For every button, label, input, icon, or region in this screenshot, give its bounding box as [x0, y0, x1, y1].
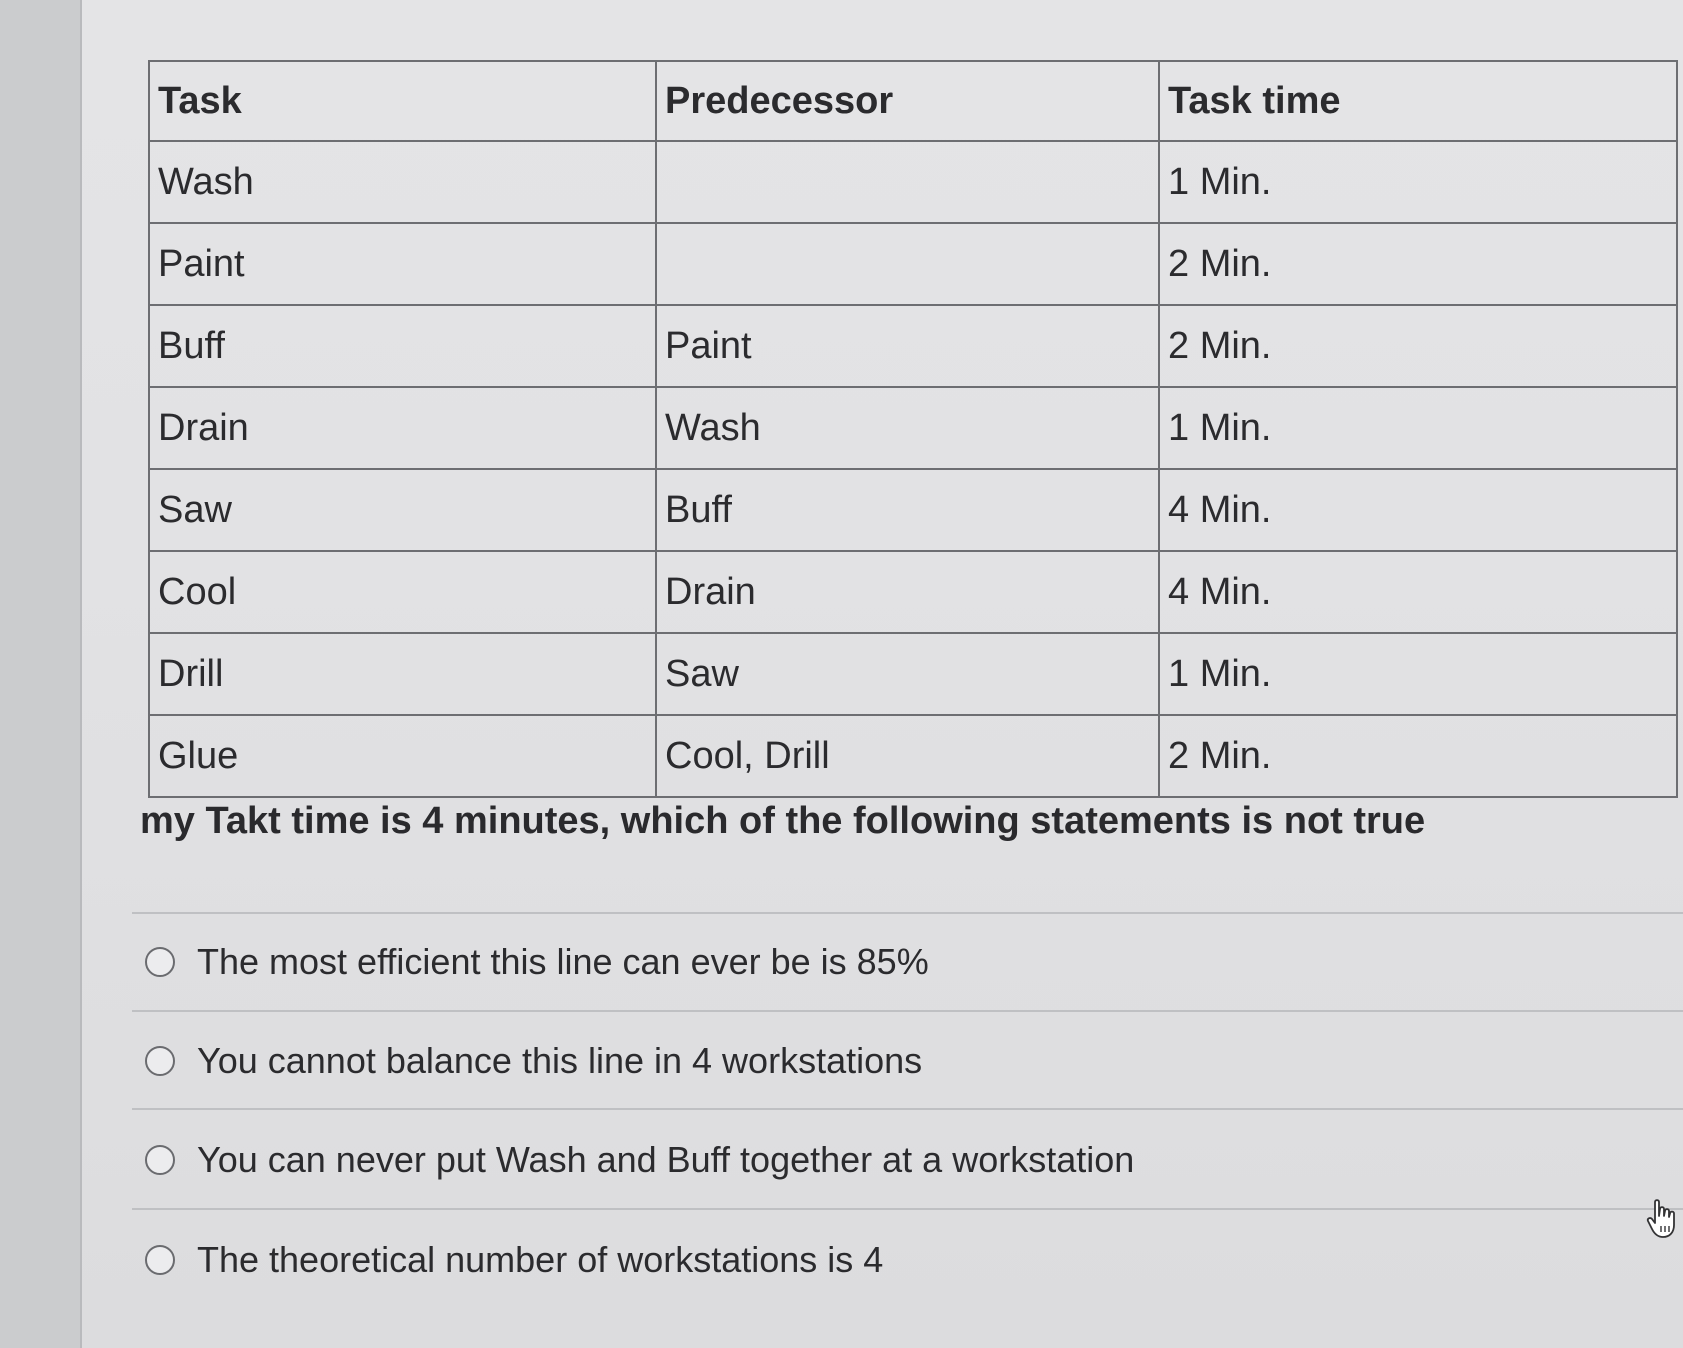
predecessor-cell — [656, 141, 1159, 223]
table-row — [149, 633, 1677, 715]
task-cell: Glue — [149, 715, 656, 797]
divider — [132, 912, 1683, 914]
predecessor-cell: Drain — [656, 551, 1159, 633]
radio-button-icon[interactable] — [145, 947, 175, 977]
answer-option-2[interactable] — [145, 1031, 922, 1091]
radio-button-icon[interactable] — [145, 1046, 175, 1076]
task-cell: Cool — [149, 551, 656, 633]
header-task: Task — [149, 61, 656, 141]
table-row — [149, 223, 1677, 305]
divider — [132, 1108, 1683, 1110]
predecessor-cell: Cool, Drill — [656, 715, 1159, 797]
task-cell: Buff — [149, 305, 656, 387]
header-task-time: Task time — [1159, 61, 1677, 141]
left-margin — [0, 0, 80, 1348]
task-time-cell: 1 Min. — [1159, 387, 1677, 469]
hand-pointer-icon — [1646, 1198, 1680, 1242]
radio-button-icon[interactable] — [145, 1145, 175, 1175]
option-label: The most efficient this line can ever be is 85% — [197, 941, 929, 982]
table-row — [149, 469, 1677, 551]
task-time-cell: 4 Min. — [1159, 551, 1677, 633]
task-table — [148, 60, 1678, 798]
task-time-cell: 2 Min. — [1159, 715, 1677, 797]
task-time-cell: 2 Min. — [1159, 223, 1677, 305]
table-row — [149, 305, 1677, 387]
task-cell: Drain — [149, 387, 656, 469]
option-label: You can never put Wash and Buff together at a workstation — [197, 1139, 1135, 1180]
task-cell: Wash — [149, 141, 656, 223]
divider — [132, 1208, 1683, 1210]
predecessor-cell: Wash — [656, 387, 1159, 469]
task-time-cell: 1 Min. — [1159, 633, 1677, 715]
option-label: You cannot balance this line in 4 workstations — [197, 1040, 923, 1081]
predecessor-cell: Paint — [656, 305, 1159, 387]
answer-option-1[interactable] — [145, 932, 929, 992]
task-time-cell: 2 Min. — [1159, 305, 1677, 387]
task-cell: Paint — [149, 223, 656, 305]
header-predecessor: Predecessor — [656, 61, 1159, 141]
divider — [132, 1010, 1683, 1012]
task-cell: Saw — [149, 469, 656, 551]
radio-button-icon[interactable] — [145, 1245, 175, 1275]
table-row — [149, 551, 1677, 633]
option-label: The theoretical number of workstations is 4 — [197, 1239, 884, 1280]
answer-option-3[interactable] — [145, 1130, 1134, 1190]
predecessor-cell — [656, 223, 1159, 305]
table-header-row — [149, 61, 1677, 141]
task-time-cell: 4 Min. — [1159, 469, 1677, 551]
task-time-cell: 1 Min. — [1159, 141, 1677, 223]
predecessor-cell: Saw — [656, 633, 1159, 715]
table-row — [149, 387, 1677, 469]
table-row — [149, 141, 1677, 223]
answer-option-4[interactable] — [145, 1230, 883, 1290]
predecessor-cell: Buff — [656, 469, 1159, 551]
question-text: my Takt time is 4 minutes, which of the following statements is not true — [140, 800, 1426, 842]
table-row — [149, 715, 1677, 797]
task-cell: Drill — [149, 633, 656, 715]
